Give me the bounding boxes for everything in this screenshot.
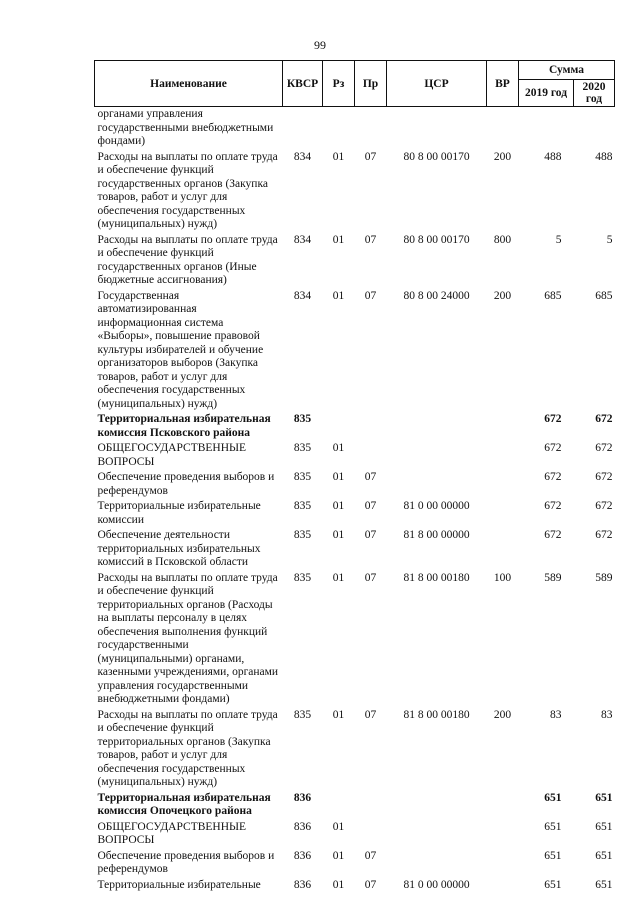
cell-pr: 07 xyxy=(364,849,377,862)
cell-pr: 07 xyxy=(364,500,377,512)
cell-sum-2019: 672 xyxy=(544,529,562,541)
cell-rz: 01 xyxy=(332,571,345,584)
cell-kvsr: 834 xyxy=(293,150,312,163)
cell-name: органами управления государственными внебюджетными фондами) xyxy=(97,108,274,147)
cell-csr: 80 8 00 24000 xyxy=(403,289,470,302)
cell-sum-2020: 672 xyxy=(595,471,613,483)
cell-name: Территориальная избирательная комиссия Псковского района xyxy=(97,413,271,439)
header-sum: Сумма xyxy=(519,61,615,80)
cell-csr: 81 0 00 00000 xyxy=(403,878,470,891)
table-row xyxy=(95,233,615,289)
cell-sum-2019: 672 xyxy=(544,471,562,483)
cell-sum-2019: 5 xyxy=(555,233,562,246)
cell-pr xyxy=(355,412,387,441)
cell-pr: 07 xyxy=(364,529,377,541)
cell-kvsr: 835 xyxy=(293,529,312,541)
budget-table xyxy=(94,60,615,893)
table-row xyxy=(95,150,615,233)
cell-kvsr: 836 xyxy=(293,849,312,862)
cell-pr xyxy=(355,820,387,849)
table-header xyxy=(95,61,615,107)
cell-sum-2020: 83 xyxy=(601,708,613,721)
cell-vr xyxy=(487,499,519,528)
cell-sum-2020: 651 xyxy=(595,791,613,804)
header-kvsr: КВСР xyxy=(283,61,323,107)
cell-vr: 100 xyxy=(493,571,512,584)
cell-sum-2020: 651 xyxy=(595,849,613,862)
cell-sum-2020: 589 xyxy=(595,571,613,584)
cell-name: Расходы на выплаты по оплате труда и обеспечение функций государственных органов (Закупка товаров, работ и услуг для обеспечения государственных (муниципальных) нужд) xyxy=(97,150,278,230)
cell-csr xyxy=(387,441,487,470)
cell-kvsr: 834 xyxy=(293,233,312,246)
cell-vr: 200 xyxy=(493,708,512,721)
cell-sum-2019: 651 xyxy=(544,820,562,833)
cell-sum-2020: 5 xyxy=(606,233,613,246)
cell-sum-2019: 651 xyxy=(544,849,562,862)
cell-name: Территориальные избирательные комиссии xyxy=(97,500,261,526)
cell-pr xyxy=(355,107,387,150)
table-row xyxy=(95,107,615,150)
cell-vr: 200 xyxy=(493,289,512,302)
cell-vr xyxy=(487,412,519,441)
cell-csr xyxy=(387,470,487,499)
cell-sum-2019: 672 xyxy=(544,500,562,512)
cell-pr: 07 xyxy=(364,471,377,483)
cell-name: Территориальная избирательная комиссия Опочецкого района xyxy=(97,791,271,817)
cell-rz: 01 xyxy=(332,878,345,891)
cell-rz: 01 xyxy=(332,150,345,163)
cell-pr: 07 xyxy=(364,233,377,246)
cell-rz: 01 xyxy=(332,820,345,833)
cell-name: Расходы на выплаты по оплате труда и обеспечение функций территориальных органов (Расходы на выплаты персоналу в целях обеспечения выполнения функций государственными (муниципальными) органами, казенными учреждениями, органами управления государственными внебюджетными фондами) xyxy=(97,571,279,705)
cell-sum-2019: 672 xyxy=(544,442,562,454)
cell-name: Территориальные избирательные xyxy=(97,878,261,891)
table-body xyxy=(95,107,615,894)
table-row xyxy=(95,791,615,820)
cell-vr xyxy=(487,470,519,499)
cell-rz: 01 xyxy=(332,233,345,246)
header-2020: 2020 год xyxy=(574,80,615,107)
cell-rz xyxy=(323,107,355,150)
cell-csr xyxy=(387,820,487,849)
header-csr: ЦСР xyxy=(387,61,487,107)
cell-sum-2019: 685 xyxy=(544,289,562,302)
cell-kvsr: 835 xyxy=(293,708,312,721)
cell-sum-2019: 672 xyxy=(544,413,562,425)
cell-sum-2019: 589 xyxy=(544,571,562,584)
cell-rz: 01 xyxy=(332,471,345,483)
cell-sum-2020: 672 xyxy=(595,500,613,512)
cell-name: Обеспечение проведения выборов и референдумов xyxy=(97,471,275,497)
cell-name: Расходы на выплаты по оплате труда и обеспечение функций территориальных органов (Закупка товаров, работ и услуг для обеспечения государственных (муниципальных) нужд) xyxy=(97,708,278,788)
header-vr: ВР xyxy=(487,61,519,107)
cell-csr xyxy=(387,412,487,441)
cell-sum-2020: 672 xyxy=(595,442,613,454)
cell-vr xyxy=(487,107,519,150)
cell-csr: 80 8 00 00170 xyxy=(403,150,470,163)
cell-csr: 81 8 00 00000 xyxy=(403,529,470,541)
cell-name: Обеспечение проведения выборов и референдумов xyxy=(97,849,275,875)
cell-rz: 01 xyxy=(332,500,345,512)
cell-rz: 01 xyxy=(332,289,345,302)
table-row xyxy=(95,528,615,571)
cell-vr xyxy=(487,791,519,820)
table-row xyxy=(95,849,615,878)
cell-kvsr: 834 xyxy=(293,289,312,302)
cell-rz: 01 xyxy=(332,442,345,454)
cell-sum-2019 xyxy=(519,107,574,150)
cell-sum-2020: 672 xyxy=(595,529,613,541)
table-row xyxy=(95,441,615,470)
cell-pr xyxy=(355,441,387,470)
cell-kvsr: 835 xyxy=(293,442,312,454)
header-pr: Пр xyxy=(355,61,387,107)
cell-kvsr: 835 xyxy=(293,413,312,425)
cell-sum-2019: 83 xyxy=(550,708,562,721)
cell-name: Обеспечение деятельности территориальных избирательных комиссий в Псковской области xyxy=(97,529,261,568)
cell-sum-2020 xyxy=(574,107,615,150)
cell-rz: 01 xyxy=(332,708,345,721)
cell-pr: 07 xyxy=(364,571,377,584)
cell-name: Расходы на выплаты по оплате труда и обеспечение функций государственных органов (Иные бюджетные ассигнования) xyxy=(97,233,278,286)
cell-vr xyxy=(487,849,519,878)
cell-vr xyxy=(487,820,519,849)
cell-vr xyxy=(487,441,519,470)
cell-pr xyxy=(355,791,387,820)
cell-csr: 81 0 00 00000 xyxy=(403,500,470,512)
table-row xyxy=(95,708,615,791)
page-number: 99 xyxy=(314,38,326,52)
table-row xyxy=(95,878,615,894)
cell-name: ОБЩЕГОСУДАРСТВЕННЫЕ ВОПРОСЫ xyxy=(97,442,247,468)
cell-kvsr xyxy=(283,107,323,150)
cell-sum-2020: 672 xyxy=(595,413,613,425)
cell-pr: 07 xyxy=(364,150,377,163)
cell-vr xyxy=(487,878,519,894)
table-row xyxy=(95,412,615,441)
table-row xyxy=(95,571,615,708)
table-row xyxy=(95,470,615,499)
cell-csr: 81 8 00 00180 xyxy=(403,708,470,721)
table-row xyxy=(95,499,615,528)
cell-sum-2019: 488 xyxy=(544,150,562,163)
table-row xyxy=(95,820,615,849)
cell-csr: 80 8 00 00170 xyxy=(403,233,470,246)
cell-vr: 800 xyxy=(493,233,512,246)
cell-kvsr: 835 xyxy=(293,471,312,483)
cell-rz: 01 xyxy=(332,849,345,862)
cell-csr xyxy=(387,791,487,820)
cell-sum-2020: 651 xyxy=(595,820,613,833)
cell-kvsr: 836 xyxy=(293,791,312,804)
cell-sum-2020: 685 xyxy=(595,289,613,302)
cell-sum-2020: 651 xyxy=(595,878,613,891)
header-name: Наименование xyxy=(95,61,283,107)
cell-name: Государственная автоматизированная информационная система «Выборы», повышение правовой культуры избирателей и обучение организаторов выборов (Закупка товаров, работ и услуг для обеспечения государственных (муниципальных) нужд) xyxy=(97,289,264,410)
cell-name: ОБЩЕГОСУДАРСТВЕННЫЕ ВОПРОСЫ xyxy=(97,820,247,846)
cell-csr: 81 8 00 00180 xyxy=(403,571,470,584)
cell-vr: 200 xyxy=(493,150,512,163)
header-rz: Рз xyxy=(323,61,355,107)
cell-csr xyxy=(387,107,487,150)
cell-pr: 07 xyxy=(364,289,377,302)
cell-rz xyxy=(323,412,355,441)
cell-kvsr: 835 xyxy=(293,571,312,584)
cell-kvsr: 836 xyxy=(293,878,312,891)
header-2019: 2019 год xyxy=(519,80,574,107)
cell-pr: 07 xyxy=(364,878,377,891)
cell-vr xyxy=(487,528,519,571)
cell-kvsr: 836 xyxy=(293,820,312,833)
cell-csr xyxy=(387,849,487,878)
cell-sum-2019: 651 xyxy=(544,878,562,891)
cell-rz: 01 xyxy=(332,529,345,541)
cell-pr: 07 xyxy=(364,708,377,721)
cell-kvsr: 835 xyxy=(293,500,312,512)
cell-rz xyxy=(323,791,355,820)
table-row xyxy=(95,289,615,413)
cell-sum-2020: 488 xyxy=(595,150,613,163)
cell-sum-2019: 651 xyxy=(544,791,562,804)
